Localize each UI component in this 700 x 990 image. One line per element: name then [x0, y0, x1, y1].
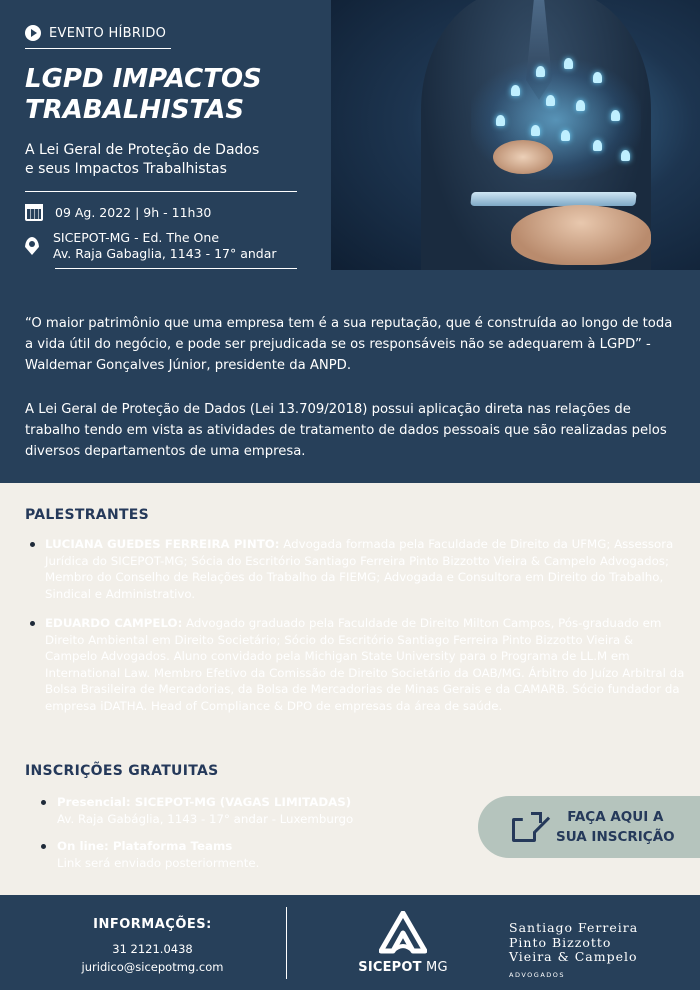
registration-label: Presencial: SICEPOT-MG (VAGAS LIMITADAS) — [57, 795, 352, 809]
register-button-label: SUA INSCRIÇÃO — [556, 829, 675, 845]
subtitle-line: A Lei Geral de Proteção de Dados — [25, 142, 260, 158]
person-node-icon — [611, 110, 620, 121]
location-pin-icon — [25, 237, 39, 255]
hero-photo — [331, 0, 700, 270]
pointing-hand — [493, 140, 553, 174]
person-node-icon — [546, 95, 555, 106]
speaker-bio: Advogada formada pela Faculdade de Direito da UFMG; Assessora Jurídica do SICEPOT-MG; Sócia do Escritório Santiago Ferreira Pinto Bizzotto Vieira & Campelo Advogados; Membro do Conselho de Relações do Trabalho da FIEMG; Advogada e Consultora em Direito do Trabalho, Sindical e Administrativo. — [45, 537, 674, 601]
contact-phone[interactable]: 31 2121.0438 — [112, 942, 193, 956]
registration-detail: Av. Raja Gabáglia, 1143 - 17° andar - Luxemburgo — [57, 812, 354, 826]
location-line: SICEPOT-MG - Ed. The One — [53, 230, 220, 245]
calendar-icon — [25, 204, 43, 221]
divider — [25, 191, 297, 192]
person-node-icon — [531, 125, 540, 136]
registration-item — [57, 794, 437, 828]
play-circle-icon — [25, 25, 41, 41]
contact-email[interactable]: juridico@sicepotmg.com — [81, 960, 224, 974]
firm-line: Pinto Bizzotto — [509, 934, 612, 950]
speaker-name: EDUARDO CAMPELO: — [45, 616, 183, 630]
bullet — [30, 621, 35, 626]
holding-hand — [511, 205, 651, 265]
location-line: Av. Raja Gabaglia, 1143 - 17° andar — [53, 246, 277, 261]
title-line: LGPD IMPACTOS — [25, 64, 262, 94]
firm-line: Vieira & Campelo — [509, 949, 638, 964]
event-title — [25, 64, 325, 126]
event-date: 09 Ag. 2022 | 9h - 11h30 — [55, 205, 212, 220]
person-node-icon — [511, 85, 520, 96]
person-node-icon — [564, 58, 573, 69]
speaker-item — [45, 615, 685, 714]
person-node-icon — [593, 72, 602, 83]
sicepot-logo-text — [350, 960, 456, 975]
firm-line: Santiago Ferreira — [509, 920, 639, 935]
speaker-bio: Advogado graduado pela Faculdade de Direito Milton Campos, Pós-graduado em Direito Ambiental em Direito Societário; Sócio do Escritório Santiago Ferreira Pinto Bizzotto Vieira & Campelo Advogados. Aluno convidado pela Michigan State University para o Programa de LL.M em International Law. Membro Efetivo da Comissão de Direito Societário da OAB/MG. Árbitro do Juízo Arbitral da Bolsa Brasileira de Mercadorias, da Bolsa de Mercadorias de Minas Gerais e da CAMARB. Sócio fundador da empresa iDATHA. Head of Compliance & DPO de empresas da área de saúde. — [45, 616, 685, 713]
intro-paragraph: A Lei Geral de Proteção de Dados (Lei 13.709/2018) possui aplicação direta nas relações de trabalho tendo em vista as atividades de tratamento de dados pessoais que são realizadas pelos diversos departamentos de uma empresa. — [25, 402, 667, 459]
registration-item — [57, 838, 437, 872]
bullet — [30, 542, 35, 547]
event-subtitle — [25, 141, 315, 179]
registration-label: On line: Plataforma Teams — [57, 839, 233, 853]
speakers-heading: PALESTRANTES — [25, 507, 150, 523]
logo-light: MG — [421, 960, 448, 975]
logo-bold: SICEPOT — [358, 960, 422, 975]
person-node-icon — [576, 100, 585, 111]
person-node-icon — [621, 150, 630, 161]
footer — [0, 895, 700, 990]
event-location-row — [25, 230, 277, 262]
intro-quote: “O maior patrimônio que uma empresa tem é a sua reputação, que é construída ao longo de toda a vida útil do negócio, e pode ser prejudicada se os responsáveis não se adequarem à LGPD” - Waldemar Gonçalves Júnior, presidente da ANPD. — [25, 316, 673, 373]
footer-divider — [286, 907, 287, 979]
firm-subtitle: ADVOGADOS — [509, 970, 566, 979]
register-button-label: FAÇA AQUI A — [567, 809, 664, 825]
person-node-icon — [561, 130, 570, 141]
speaker-item — [45, 536, 685, 602]
person-node-icon — [536, 66, 545, 77]
law-firm-logo — [509, 921, 638, 982]
speaker-name: LUCIANA GUEDES FERREIRA PINTO: — [45, 537, 280, 551]
divider — [55, 268, 297, 269]
external-link-icon — [512, 812, 542, 842]
sicepot-logo-icon — [379, 911, 427, 957]
bullet — [41, 844, 46, 849]
event-type-label: EVENTO HÍBRIDO — [49, 25, 167, 41]
event-date-row — [25, 204, 211, 221]
person-node-icon — [496, 115, 505, 126]
registration-detail: Link será enviado posteriormente. — [57, 856, 260, 870]
contact-heading: INFORMAÇÕES: — [93, 917, 212, 932]
contact-info — [40, 917, 265, 974]
bullet — [41, 800, 46, 805]
tablet — [470, 192, 636, 206]
registration-heading: INSCRIÇÕES GRATUITAS — [25, 763, 219, 779]
title-line: TRABALHISTAS — [25, 95, 245, 125]
person-node-icon — [593, 140, 602, 151]
divider — [25, 48, 171, 49]
subtitle-line: e seus Impactos Trabalhistas — [25, 161, 227, 177]
event-type-tag — [25, 25, 166, 41]
register-button[interactable] — [478, 796, 700, 858]
